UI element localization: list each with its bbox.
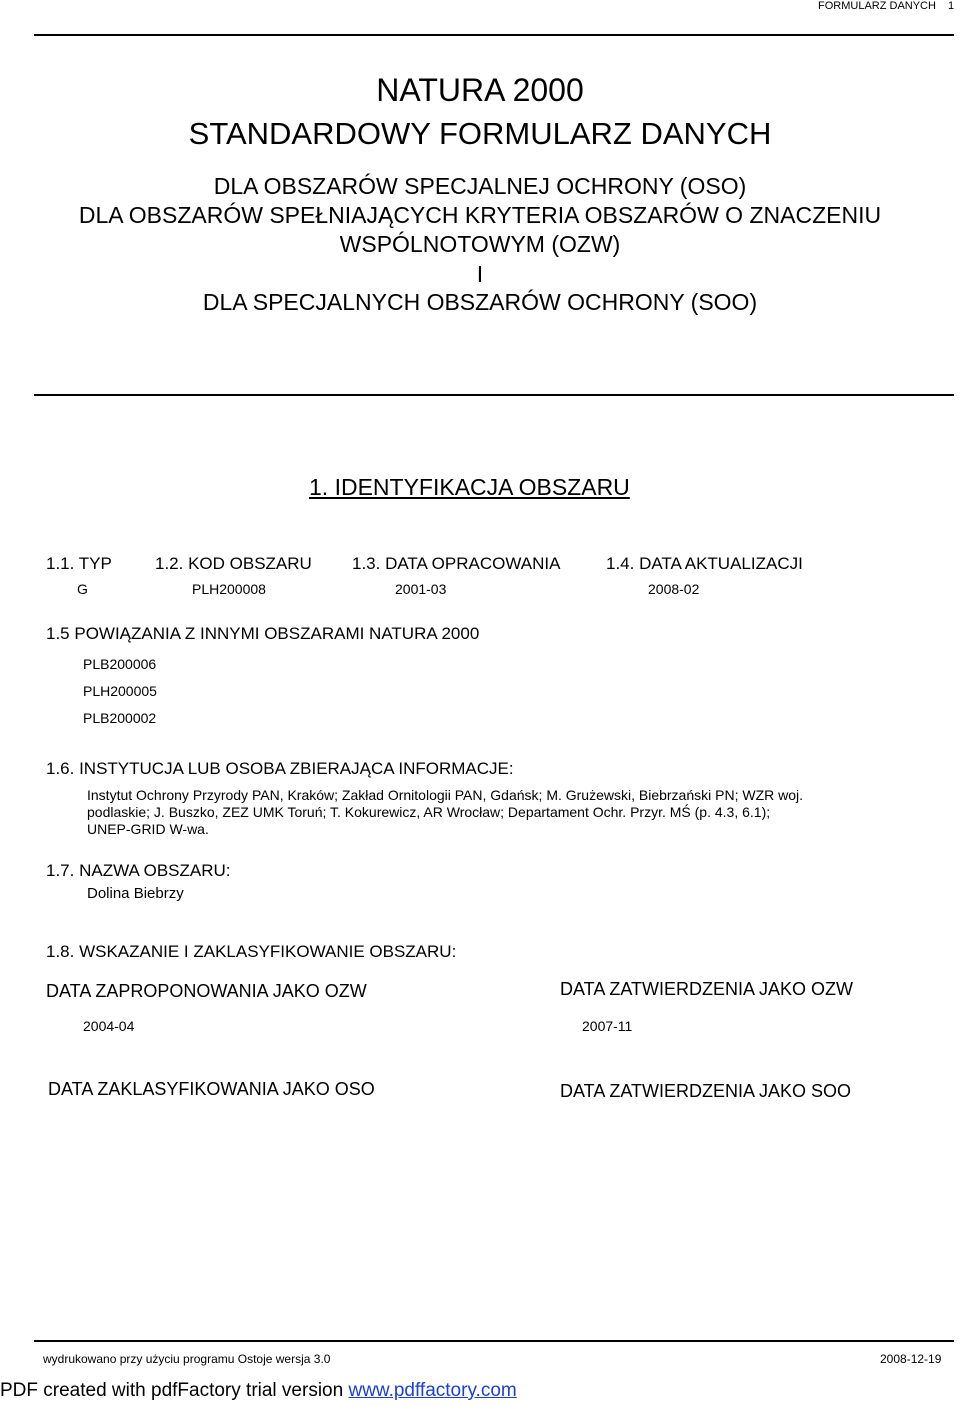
compiler-text-line: podlaskie; J. Buszko, ZEZ UMK Toruń; T. Kokurewicz, AR Wrocław; Departament Ochr. Przyr. MŚ (p. 4.3, 6.1); [87, 804, 771, 820]
form-name-header: FORMULARZ DANYCH [818, 0, 936, 12]
site-name-heading: 1.7. NAZWA OBSZARU: [46, 861, 231, 880]
page-number: 1 [948, 0, 955, 12]
value-update-date: 2008-02 [648, 581, 700, 597]
compiler-text-line: Instytut Ochrony Przyrody PAN, Kraków; Zakład Ornitologii PAN, Gdańsk; M. Grużewski, Biebrzański PN; WZR woj. [87, 787, 804, 803]
related-site-item: PLH200005 [83, 683, 157, 699]
subtitle-oso: DLA OBSZARÓW SPECJALNEJ OCHRONY (OSO) [213, 173, 747, 199]
title-natura: NATURA 2000 [376, 72, 584, 108]
related-site-item: PLB200006 [83, 656, 157, 672]
confirmed-sci-value: 2007-11 [582, 1018, 633, 1034]
printed-with-note: wydrukowano przy użyciu programu Ostoje wersja 3.0 [43, 1352, 331, 1366]
related-site-item: PLB200002 [83, 710, 157, 726]
title-form: STANDARDOWY FORMULARZ DANYCH [188, 116, 772, 151]
sac-designation-label: DATA ZATWIERDZENIA JAKO SOO [560, 1081, 852, 1101]
pdffactory-link[interactable]: www.pdffactory.com [348, 1380, 517, 1401]
designation-heading: 1.8. WSKAZANIE I ZAKLASYFIKOWANIE OBSZARU: [46, 942, 457, 961]
value-type: G [77, 581, 88, 597]
confirmed-sci-label: DATA ZATWIERDZENIA JAKO OZW [560, 979, 854, 999]
spa-classification-label: DATA ZAKLASYFIKOWANIA JAKO OSO [48, 1079, 375, 1099]
value-site-code: PLH200008 [192, 581, 266, 597]
subtitle-and: I [476, 261, 484, 287]
related-sites-heading: 1.5 POWIĄZANIA Z INNYMI OBSZARAMI NATURA 2000 [46, 624, 480, 643]
footer-divider [34, 1340, 954, 1342]
subtitle-ozw-1: DLA OBSZARÓW SPEŁNIAJĄCYCH KRYTERIA OBSZARÓW O ZNACZENIU [78, 202, 882, 228]
site-name-value: Dolina Biebrzy [87, 885, 184, 902]
proposed-sci-value: 2004-04 [83, 1018, 135, 1034]
top-divider [34, 34, 954, 36]
compiler-text-line: UNEP-GRID W-wa. [87, 821, 209, 837]
subtitle-ozw-2: WSPÓLNOTOWYM (OZW) [339, 231, 621, 257]
compiler-heading: 1.6. INSTYTUCJA LUB OSOBA ZBIERAJĄCA INFORMACJE: [46, 759, 514, 778]
pdf-watermark [0, 1380, 517, 1402]
print-date: 2008-12-19 [880, 1352, 942, 1366]
subtitle-soo: DLA SPECJALNYCH OBSZARÓW OCHRONY (SOO) [202, 289, 758, 315]
pdf-watermark-text: PDF created with pdfFactory trial version [0, 1380, 349, 1401]
label-type: 1.1. TYP [46, 554, 112, 573]
title-divider [34, 394, 954, 396]
label-site-code: 1.2. KOD OBSZARU [155, 554, 312, 573]
value-compilation-date: 2001-03 [395, 581, 447, 597]
proposed-sci-label: DATA ZAPROPONOWANIA JAKO OZW [46, 981, 367, 1001]
label-compilation-date: 1.3. DATA OPRACOWANIA [352, 554, 561, 573]
label-update-date: 1.4. DATA AKTUALIZACJI [606, 554, 803, 573]
section-identification-heading: 1. IDENTYFIKACJA OBSZARU [309, 474, 630, 500]
